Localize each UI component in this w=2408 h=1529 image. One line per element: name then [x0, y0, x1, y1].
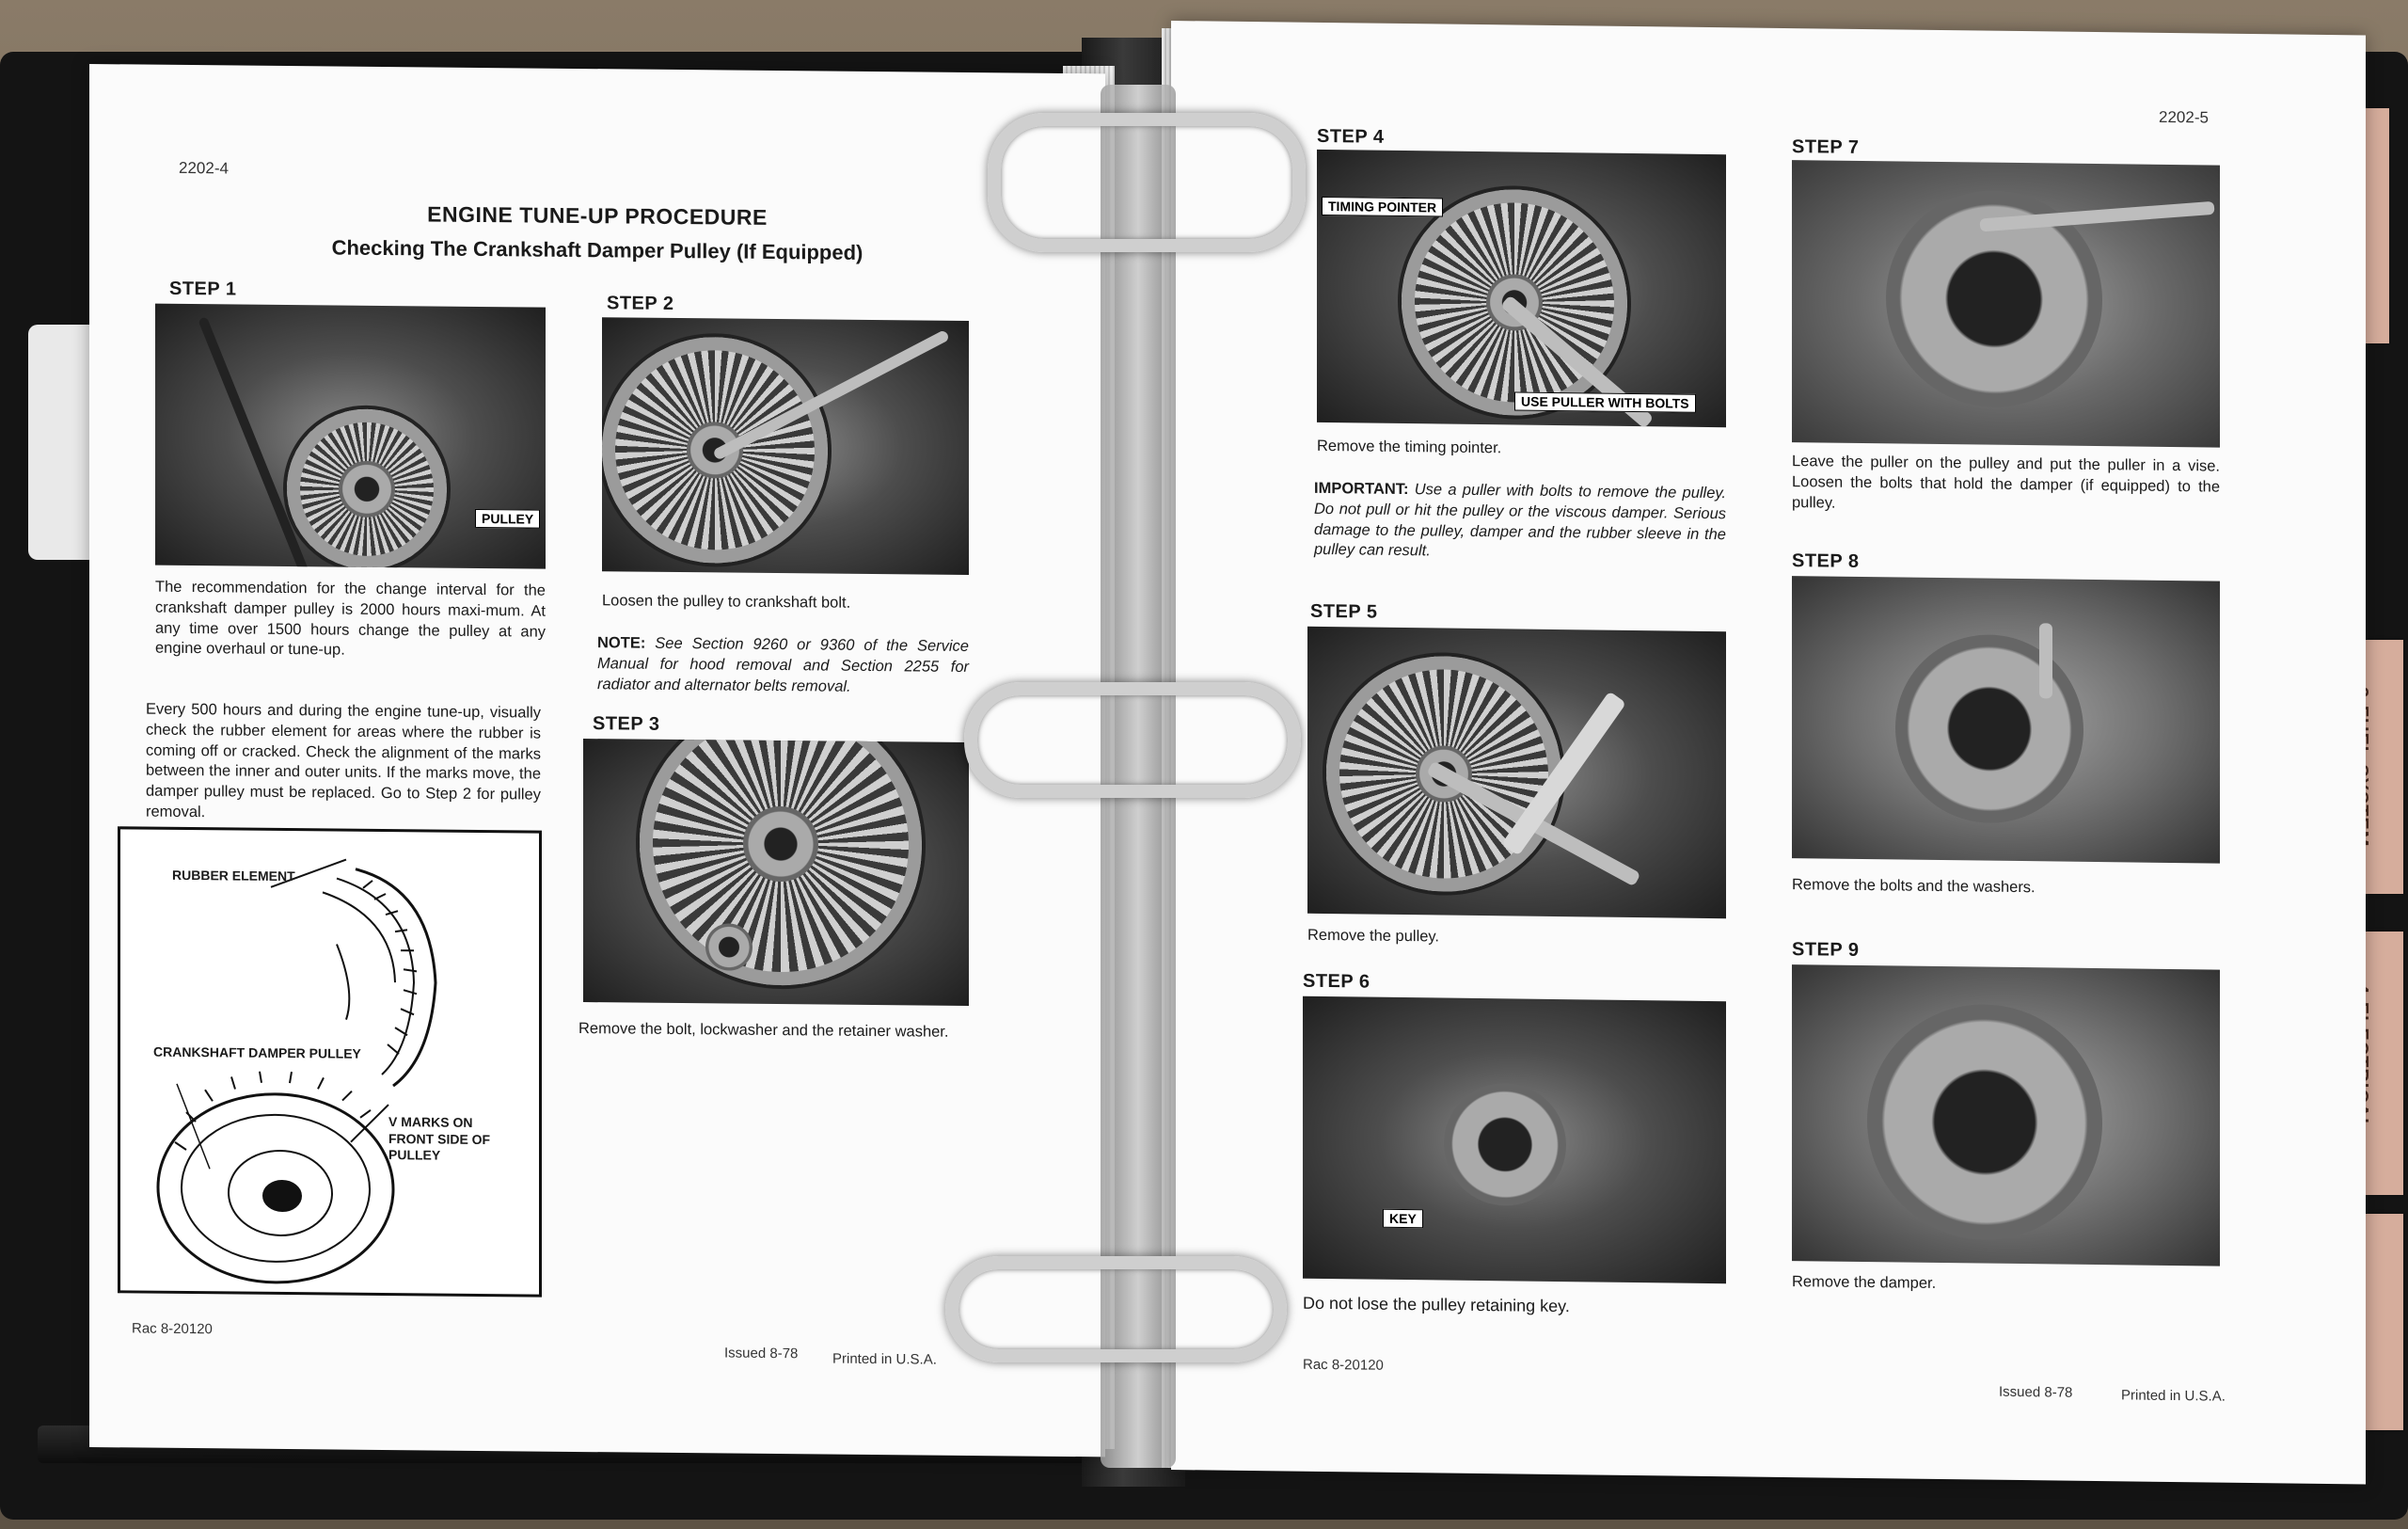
note-label: NOTE: [597, 634, 646, 652]
step-6-photo [1303, 996, 1726, 1283]
left-page [89, 64, 1105, 1457]
footer-printed: Printed in U.S.A. [832, 1350, 937, 1368]
step-4-important [1314, 479, 1726, 565]
step-5-text: Remove the pulley. [1307, 926, 1440, 946]
binder-ring-bottom[interactable] [945, 1256, 1287, 1362]
step-8-text: Remove the bolts and the washers. [1792, 876, 2036, 897]
puller-callout: USE PULLER WITH BOLTS [1514, 391, 1696, 412]
step-6-text: Do not lose the pulley retaining key. [1303, 1293, 1570, 1316]
right-page [1171, 21, 2366, 1485]
timing-pointer-callout: TIMING POINTER [1322, 197, 1443, 217]
page-title: ENGINE TUNE-UP PROCEDURE [427, 201, 768, 230]
step-5-photo [1307, 627, 1726, 918]
step-3-photo [583, 739, 969, 1006]
important-text: Use a puller with bolts to remove the pulley. Do not pull or hit the pulley or the viscous damper. Serious damage to the pulley, damper and the rubber sleeve in the pulley can result. [1314, 481, 1726, 560]
crankshaft-damper-pulley-label: CRANKSHAFT DAMPER PULLEY [153, 1043, 361, 1061]
binder-ring-top[interactable] [988, 113, 1306, 252]
step-6-label: STEP 6 [1303, 970, 1370, 993]
step-9-photo [1792, 964, 2220, 1266]
step-9-text: Remove the damper. [1792, 1273, 1937, 1292]
page-number: 2202-5 [2159, 107, 2209, 127]
step-5-label: STEP 5 [1310, 600, 1378, 623]
step-4-photo [1317, 150, 1726, 427]
step-7-text: Leave the puller on the pulley and put the puller in a vise. Loosen the bolts that hold the damper (if equipped) to the pulley. [1792, 453, 2220, 512]
step-4-label: STEP 4 [1317, 125, 1385, 148]
binder-ring-middle[interactable] [964, 682, 1301, 798]
footer-code: Rac 8-20120 [1303, 1356, 1384, 1374]
step-1-text-2: Every 500 hours and during the engine tune-up, visually check the rubber element for areas where the rubber is coming off or cracked. Check the alignment of the marks between the inner and outer units. If the marks move, the damper pulley must be replaced. Go to Step 2 for pulley removal. [146, 700, 541, 821]
footer-code: Rac 8-20120 [132, 1320, 213, 1338]
step-2-text: Loosen the pulley to crankshaft bolt. [602, 592, 851, 612]
rubber-element-label: RUBBER ELEMENT [172, 867, 295, 884]
v-marks-label: V MARKS ON FRONT SIDE OF PULLEY [388, 1114, 491, 1163]
footer-issued: Issued 8-78 [724, 1345, 799, 1362]
important-label: IMPORTANT: [1314, 479, 1409, 499]
pulley-callout: PULLEY [475, 509, 540, 529]
step-4-text: Remove the timing pointer. [1317, 437, 1502, 457]
step-9-label: STEP 9 [1792, 939, 1860, 961]
step-1-text: The recommendation for the change interval for the crankshaft damper pulley is 2000 hours maxi-mum. At any time over 1500 hours change the pulley at any engine overhaul or tune-up. [155, 578, 546, 659]
key-callout: KEY [1383, 1209, 1423, 1229]
page-number: 2202-4 [179, 158, 229, 178]
step-2-photo [602, 317, 969, 575]
step-1-photo [155, 304, 546, 569]
note-text: See Section 9260 or 9360 of the Service Manual for hood removal and Section 2255 for radiator and alternator belts removal. [597, 634, 969, 695]
footer-printed: Printed in U.S.A. [2121, 1387, 2226, 1405]
step-3-label: STEP 3 [593, 713, 660, 735]
step-8-label: STEP 8 [1792, 550, 1860, 572]
step-2-label: STEP 2 [607, 293, 674, 314]
page-subtitle: Checking The Crankshaft Damper Pulley (If Equipped) [331, 235, 863, 264]
step-3-text: Remove the bolt, lockwasher and the retainer washer. [578, 1019, 949, 1041]
step-7-label: STEP 7 [1792, 136, 1860, 158]
footer-issued: Issued 8-78 [1999, 1383, 2073, 1401]
step-8-photo [1792, 576, 2220, 864]
step-2-note [597, 633, 969, 698]
damper-pulley-diagram [118, 826, 542, 1297]
step-7-photo [1792, 160, 2220, 448]
step-1-label: STEP 1 [169, 278, 237, 300]
